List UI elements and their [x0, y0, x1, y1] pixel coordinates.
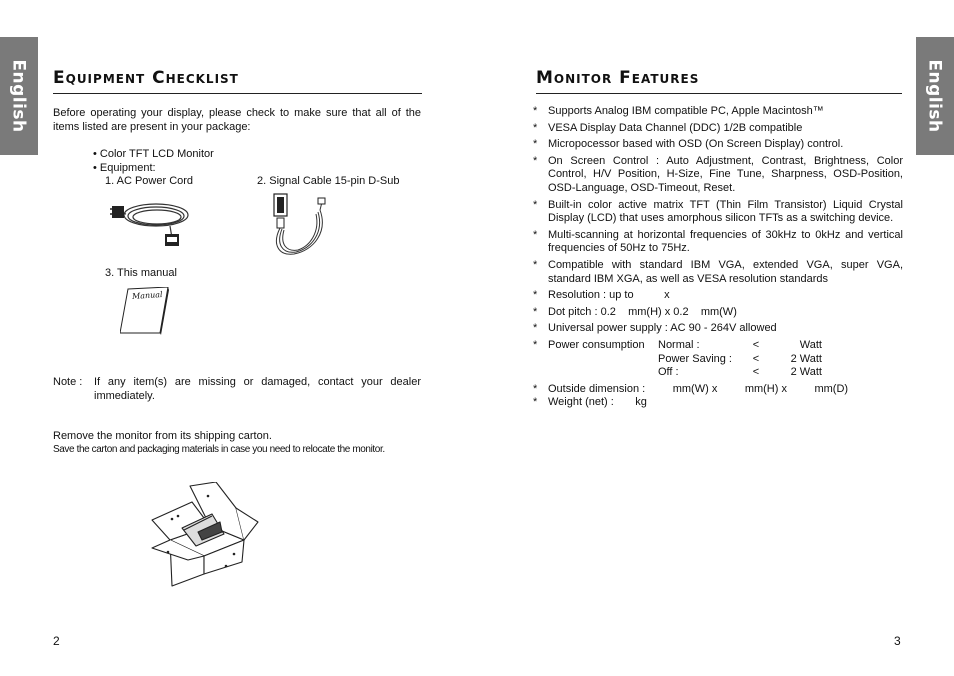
- list-item: * Dot pitch : 0.2 mm(H) x 0.2 mm(W): [533, 305, 737, 318]
- title-divider: [536, 93, 902, 94]
- note-label: Note :: [53, 376, 83, 388]
- power-cmp: <: [752, 338, 760, 351]
- item-manual-label: 3. This manual: [105, 267, 177, 279]
- list-item: * Supports Analog IBM compatible PC, Apple Macintosh™: [533, 105, 824, 117]
- power-consumption-label: Power consumption: [548, 338, 645, 351]
- item-signal-cable-label: 2. Signal Cable 15-pin D-Sub: [257, 175, 400, 187]
- features-list: [533, 105, 903, 413]
- power-consumption-item: * Power consumption Normal : < Watt Power Saving : < 2 Watt Off : < 2 Watt: [533, 338, 822, 379]
- manual-cover-text: Manual: [131, 289, 163, 302]
- power-value: Watt: [799, 338, 822, 351]
- power-value: 2 Watt: [790, 352, 822, 365]
- power-cord-icon: [110, 192, 192, 248]
- manual-icon: [120, 287, 170, 335]
- remove-instruction: Remove the monitor from its shipping carton.: [53, 430, 272, 442]
- shipping-carton-icon: [148, 482, 260, 592]
- list-item: * Outside dimension : mm(W) x mm(H) x mm(D): [533, 382, 849, 395]
- power-value: 2 Watt: [790, 366, 822, 379]
- monitor-features-title: Monitor Features: [536, 68, 700, 88]
- list-item: * Resolution : up to x: [533, 289, 670, 302]
- power-mode: Normal :: [658, 338, 700, 351]
- language-tab-label: English: [9, 59, 30, 133]
- checklist-intro: Before operating your display, please check to make sure that all of the items listed are present in your package:: [53, 107, 421, 133]
- language-tab-right: [916, 37, 954, 155]
- list-item: • Equipment:: [93, 162, 156, 174]
- power-cmp: <: [752, 366, 760, 379]
- package-contents-list: [93, 147, 214, 175]
- item-power-cord-label: 1. AC Power Cord: [105, 175, 194, 187]
- page-number-left: 2: [53, 634, 60, 648]
- equipment-checklist-title: Equipment Checklist: [53, 68, 239, 88]
- list-item: * Universal power supply : AC 90 - 264V allowed: [533, 322, 777, 335]
- list-item: * On Screen Control : Auto Adjustment, Contrast, Brightness, Color Control, H/V Position, H-Size, Fine Tune, Sharpness, OSD-Position, OSD-Language, OSD-Timeout, Reset.: [533, 154, 903, 194]
- list-item: * Micropocessor based with OSD (On Screen Display) control.: [533, 138, 844, 151]
- power-mode: Power Saving :: [658, 352, 732, 365]
- list-item: * Multi-scanning at horizontal frequencies of 30kHz to 0kHz and vertical frequencies of 50Hz to 75Hz.: [533, 228, 903, 255]
- power-cmp: <: [752, 352, 760, 365]
- title-divider: [53, 93, 422, 94]
- language-tab-label: English: [925, 59, 946, 133]
- language-tab-left: [0, 37, 38, 155]
- list-item: * Compatible with standard IBM VGA, extended VGA, super VGA, standard IBM XGA, as well as VESA resolution standards: [533, 258, 903, 285]
- list-item: * VESA Display Data Channel (DDC) 1/2B compatible: [533, 121, 803, 134]
- page-number-right: 3: [894, 634, 901, 648]
- list-item: * Built-in color active matrix TFT (Thin Film Transistor) Liquid Crystal Display (LCD) that uses amorphous silicon TFTs as a switching device.: [533, 198, 903, 225]
- power-mode: Off :: [658, 366, 679, 379]
- note-text: If any item(s) are missing or damaged, contact your dealer immediately.: [94, 376, 421, 402]
- save-carton-note: Save the carton and packaging materials in case you need to relocate the monitor.: [53, 444, 385, 455]
- signal-cable-icon: [270, 192, 335, 260]
- list-item: * Weight (net) : kg: [533, 396, 647, 409]
- list-item: • Color TFT LCD Monitor: [93, 148, 214, 160]
